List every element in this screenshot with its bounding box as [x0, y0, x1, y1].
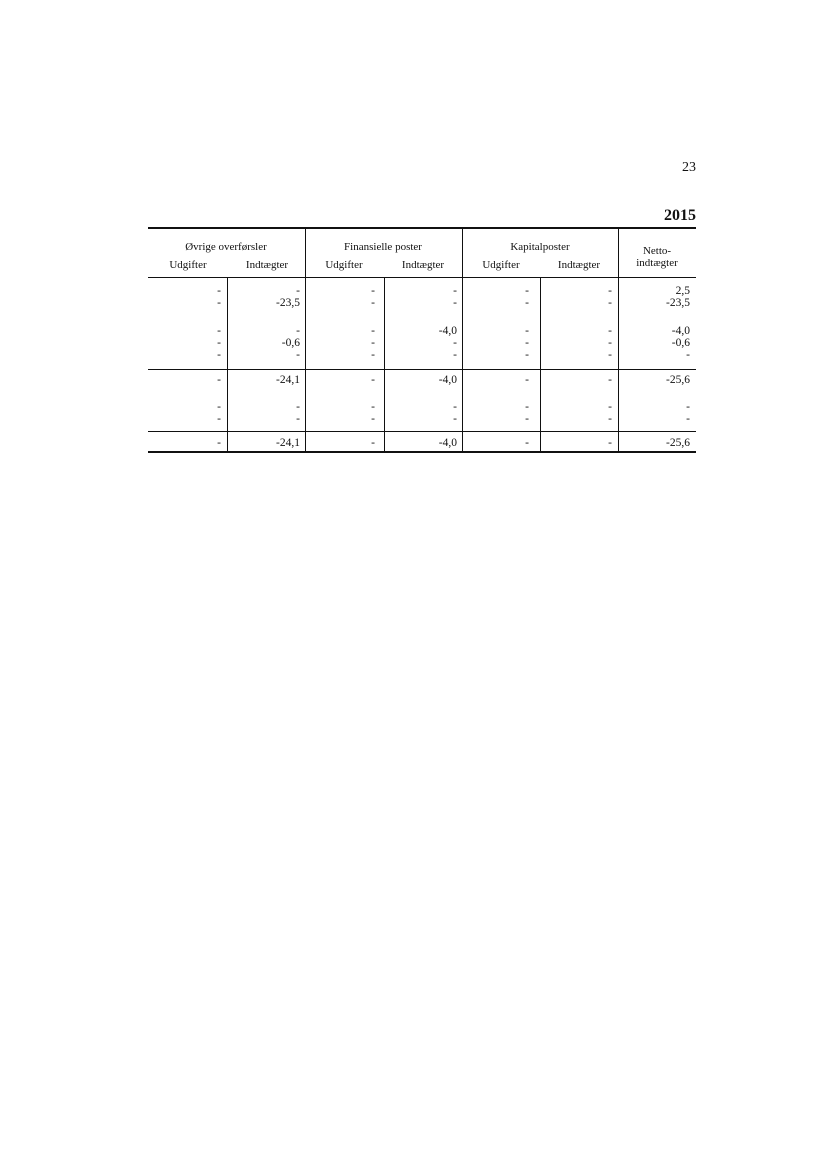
table-cell: - — [608, 297, 612, 309]
group-header-kapitalposter: Kapitalposter — [510, 241, 570, 253]
table-cell: - — [608, 337, 612, 349]
table-cell: - — [371, 349, 375, 361]
table-cell: - — [453, 297, 457, 309]
netto-header-line1: Netto- — [642, 245, 672, 257]
header-rule — [148, 277, 696, 278]
table-cell: - — [217, 374, 221, 386]
table-cell: -24,1 — [276, 374, 300, 386]
netto-cell: - — [686, 413, 690, 425]
table-cell: - — [608, 413, 612, 425]
table-year: 2015 — [664, 207, 696, 224]
sub-header-udgifter: Udgifter — [325, 259, 363, 271]
sub-header-indtaegter: Indtægter — [557, 259, 601, 271]
netto-cell: -25,6 — [666, 374, 690, 386]
table-cell: -0,6 — [281, 337, 300, 349]
netto-cell: -4,0 — [671, 325, 690, 337]
table-cell: - — [296, 413, 300, 425]
group-header-finansielle-poster: Finansielle poster — [344, 241, 422, 253]
table-cell: - — [371, 325, 375, 337]
table-cell: - — [608, 349, 612, 361]
table-cell: - — [525, 285, 529, 297]
table-cell: - — [217, 285, 221, 297]
table-cell: -23,5 — [276, 297, 300, 309]
table-cell: - — [296, 325, 300, 337]
sub-header-udgifter: Udgifter — [482, 259, 520, 271]
table-cell: - — [371, 297, 375, 309]
table-cell: - — [608, 285, 612, 297]
group-header-ovrige-overforsler: Øvrige overførsler — [185, 241, 267, 253]
table-cell: - — [217, 349, 221, 361]
table-cell: - — [453, 285, 457, 297]
netto-cell: - — [686, 401, 690, 413]
netto-cell: - — [686, 349, 690, 361]
table-cell: - — [371, 413, 375, 425]
table-cell: - — [608, 401, 612, 413]
table-cell: -24,1 — [276, 437, 300, 449]
table-cell: -4,0 — [438, 437, 457, 449]
table-cell: - — [296, 285, 300, 297]
table-cell: - — [453, 401, 457, 413]
table-cell: - — [217, 401, 221, 413]
table-cell: - — [608, 374, 612, 386]
table-cell: - — [525, 413, 529, 425]
column-divider — [227, 277, 228, 451]
table-cell: - — [525, 401, 529, 413]
table-cell: - — [608, 325, 612, 337]
sub-header-indtaegter: Indtægter — [401, 259, 445, 271]
sub-header-indtaegter: Indtægter — [245, 259, 289, 271]
column-divider — [384, 277, 385, 451]
table-cell: - — [371, 337, 375, 349]
subtotal-rule — [148, 369, 696, 370]
total-rule — [148, 431, 696, 432]
table-cell: - — [371, 401, 375, 413]
column-divider — [618, 229, 619, 451]
table-cell: - — [371, 285, 375, 297]
table-cell: - — [453, 349, 457, 361]
table-cell: -4,0 — [438, 325, 457, 337]
table-cell: - — [371, 437, 375, 449]
netto-cell: -0,6 — [671, 337, 690, 349]
table-cell: - — [525, 349, 529, 361]
table-cell: - — [525, 325, 529, 337]
netto-cell: -25,6 — [666, 437, 690, 449]
table-cell: - — [371, 374, 375, 386]
netto-header-line2: indtægter — [636, 257, 678, 269]
sub-header-udgifter: Udgifter — [169, 259, 207, 271]
table-cell: -4,0 — [438, 374, 457, 386]
table-cell: - — [296, 349, 300, 361]
netto-header — [618, 245, 696, 269]
page-number: 23 — [682, 160, 696, 175]
table-cell: - — [453, 337, 457, 349]
table-cell: - — [525, 297, 529, 309]
table-cell: - — [608, 437, 612, 449]
table-cell: - — [525, 437, 529, 449]
table-cell: - — [217, 413, 221, 425]
table-cell: - — [453, 413, 457, 425]
netto-cell: -23,5 — [666, 297, 690, 309]
table-cell: - — [525, 337, 529, 349]
table-cell: - — [217, 297, 221, 309]
table-cell: - — [217, 325, 221, 337]
column-divider — [540, 277, 541, 451]
netto-cell: 2,5 — [675, 285, 690, 297]
budget-table — [148, 227, 696, 453]
table-cell: - — [217, 437, 221, 449]
table-cell: - — [217, 337, 221, 349]
table-cell: - — [525, 374, 529, 386]
table-cell: - — [296, 401, 300, 413]
